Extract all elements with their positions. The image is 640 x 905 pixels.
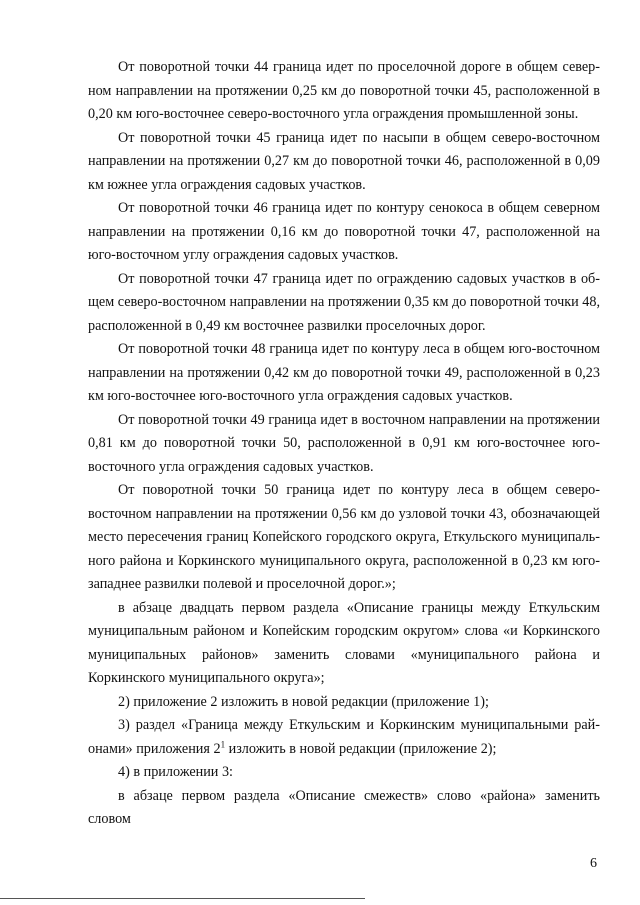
paragraph-point-47: От поворотной точки 47 граница идет по ограждению садовых участков в общем северо-восточном направлении на протяжении 0,35 км до поворотной точки 48, расположенной в 0,49 км восточнее развилки проселочных дорог. — [88, 270, 600, 334]
footer-divider — [0, 898, 365, 899]
paragraph-point-46: От поворотной точки 46 граница идет по контуру сенокоса в общем северном направлении на протяжении 0,16 км до поворотной точки 47, расположенной на юго-восточном углу ограждения садовых участков. — [88, 200, 600, 263]
superscript-index: 1 — [220, 738, 226, 749]
document-body — [88, 56, 600, 832]
paragraph-item-3 — [88, 714, 600, 761]
paragraph-item-3-tail: изложить в новой редакции (приложение 2); — [225, 740, 497, 757]
paragraph-item-4: 4) в приложении 3: — [118, 764, 233, 780]
paragraph-point-50: От поворотной точки 50 граница идет по контуру леса в общем северо-восточном направлении на протяжении 0,56 км до узловой точки 43, обозначающей место пересечения границ Копейского городского округа, Еткульского муниципального района и Коркинского муниципального округа, расположенной в 0,23 км юго-западнее развилки полевой и проселочной дорог.»; — [88, 482, 600, 592]
paragraph-point-48: От поворотной точки 48 граница идет по контуру леса в общем юго-восточном направлении на протяжении 0,42 км до поворотной точки 49, расположенной в 0,23 км юго-восточнее юго-восточного угла ограждения садовых участков. — [88, 341, 600, 404]
paragraph-point-45: От поворотной точки 45 граница идет по насыпи в общем северо-восточном направлении на протяжении 0,27 км до поворотной точки 46, расположенной в 0,09 км южнее угла ограждения садовых участков. — [88, 129, 600, 193]
paragraph-amendment-first: в абзаце первом раздела «Описание смежеств» слово «района» заменить словом — [88, 787, 600, 827]
paragraph-item-3-text: 3) раздел «Граница между Еткульским и Коркинским муниципальными районами» приложения 2 — [88, 717, 600, 757]
page-number: 6 — [590, 856, 597, 871]
paragraph-point-49: От поворотной точки 49 граница идет в восточном направлении на протяжении 0,81 км до поворотной точки 50, расположенной в 0,91 км юго-восточнее юго-восточного угла ограждения садовых участков. — [88, 411, 600, 475]
paragraph-item-2: 2) приложение 2 изложить в новой редакции (приложение 1); — [118, 693, 489, 710]
paragraph-point-44: От поворотной точки 44 граница идет по проселочной дороге в общем северном направлении на протяжении 0,25 км до поворотной точки 45, расположенной в 0,20 км юго-восточнее северо-восточного угла ограждения промышленной зоны. — [88, 59, 600, 122]
paragraph-amendment-21: в абзаце двадцать первом раздела «Описание границы между Еткульским муниципальным районом и Копейским городским округом» слова «и Коркинского муниципальных районов» заменить словами «муниципального района и Коркинского муниципального округа»; — [88, 599, 600, 686]
